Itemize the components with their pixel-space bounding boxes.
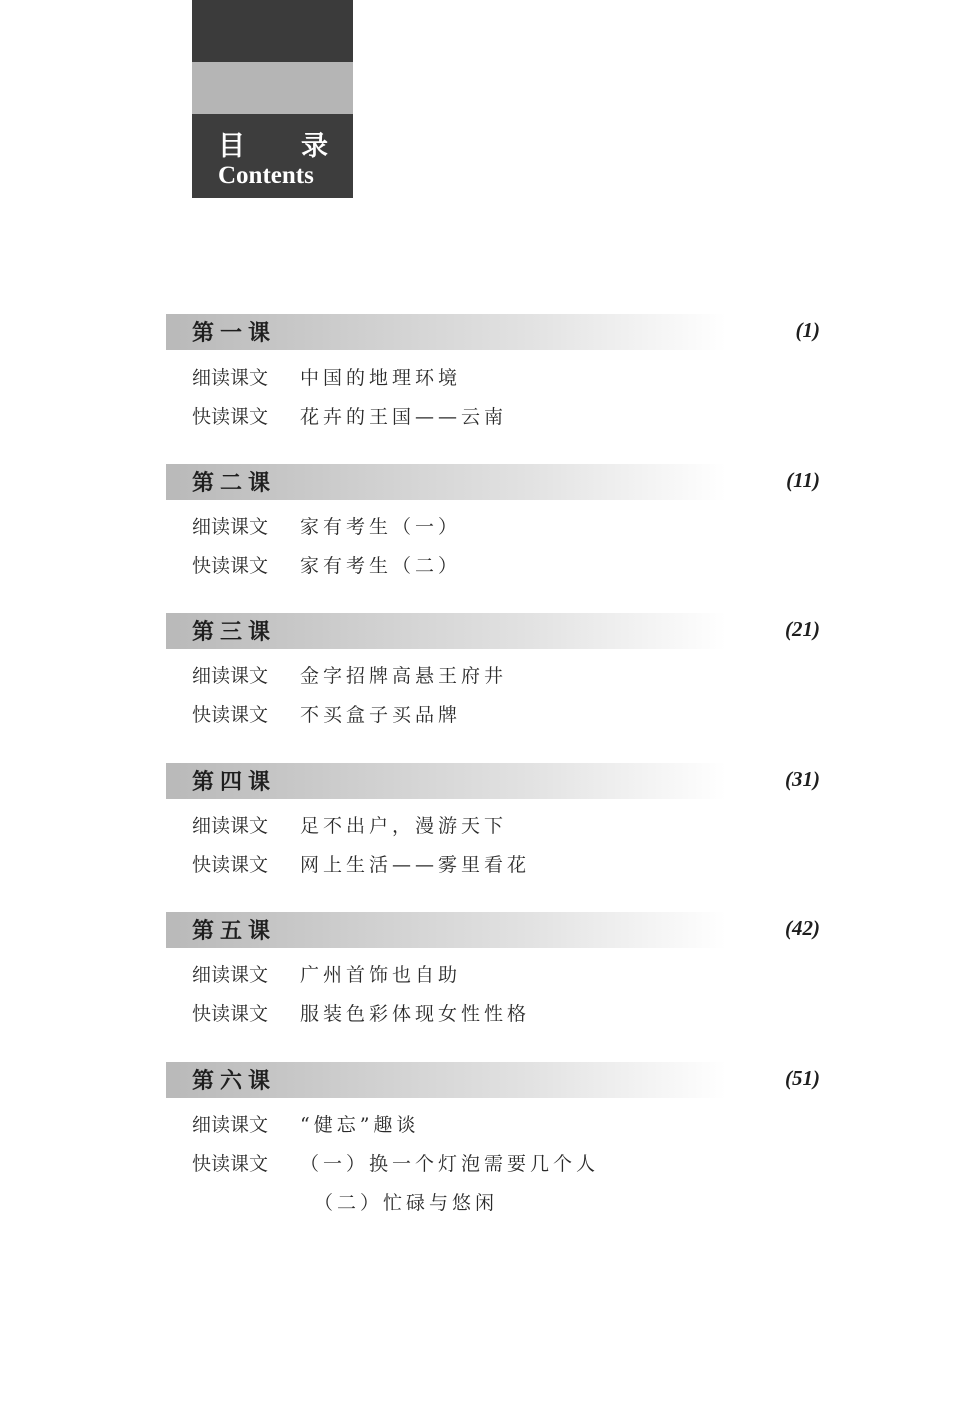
toc-entry bbox=[192, 363, 461, 393]
entry-title: 花卉的王国——云南 bbox=[300, 406, 508, 428]
toc-entry bbox=[192, 700, 461, 730]
toc-entry bbox=[192, 1110, 419, 1140]
entry-title: 服装色彩体现女性性格 bbox=[300, 1003, 531, 1025]
lesson-6 bbox=[166, 1062, 826, 1222]
entry-title: 足不出户，漫游天下 bbox=[300, 815, 508, 837]
lesson-page-number: (1) bbox=[795, 318, 820, 342]
entry-label: 细读课文 bbox=[192, 964, 269, 986]
toc-entry bbox=[192, 661, 507, 691]
header-title-panel bbox=[192, 114, 384, 198]
entry-label: 快读课文 bbox=[192, 854, 269, 876]
lesson-page-number: (21) bbox=[785, 617, 820, 641]
lesson-title: 第三课 bbox=[192, 619, 277, 645]
entry-label: 快读课文 bbox=[192, 1153, 269, 1175]
contents-header-block bbox=[192, 0, 384, 198]
entry-label: 快读课文 bbox=[192, 555, 269, 577]
entry-label: 快读课文 bbox=[192, 1003, 269, 1025]
entry-title: “健忘”趣谈 bbox=[300, 1114, 420, 1136]
lesson-page-number: (42) bbox=[785, 916, 820, 940]
contents-title-english: Contents bbox=[218, 162, 314, 189]
lesson-5 bbox=[166, 912, 826, 1042]
entry-label: 细读课文 bbox=[192, 367, 269, 389]
lesson-4 bbox=[166, 763, 826, 893]
header-gray-band bbox=[192, 62, 353, 114]
lesson-title: 第四课 bbox=[192, 769, 277, 795]
toc-entry bbox=[192, 1149, 599, 1179]
toc-entry bbox=[192, 551, 461, 581]
lesson-page-number: (11) bbox=[786, 468, 820, 492]
entry-label: 细读课文 bbox=[192, 516, 269, 538]
toc-entry bbox=[192, 850, 530, 880]
entry-title: 网上生活——雾里看花 bbox=[300, 854, 531, 876]
lesson-title: 第二课 bbox=[192, 470, 277, 496]
entry-label: 细读课文 bbox=[192, 665, 269, 687]
toc-entry bbox=[192, 999, 530, 1029]
lesson-title: 第五课 bbox=[192, 918, 277, 944]
entry-label: 细读课文 bbox=[192, 1114, 269, 1136]
header-dark-band bbox=[192, 0, 353, 62]
lesson-2 bbox=[166, 464, 826, 594]
toc-entry bbox=[192, 512, 461, 542]
lesson-page-number: (51) bbox=[785, 1066, 820, 1090]
entry-title: 金字招牌高悬王府井 bbox=[300, 665, 508, 687]
contents-title-chinese: 目录 bbox=[218, 131, 384, 162]
lesson-3 bbox=[166, 613, 826, 743]
entry-title: 家有考生（一） bbox=[300, 516, 462, 538]
toc-entry bbox=[192, 402, 507, 432]
entry-label: 细读课文 bbox=[192, 815, 269, 837]
lesson-page-number: (31) bbox=[785, 767, 820, 791]
lesson-1 bbox=[166, 314, 826, 444]
lesson-title: 第六课 bbox=[192, 1068, 277, 1094]
entry-label: 快读课文 bbox=[192, 704, 269, 726]
toc-entry bbox=[192, 811, 507, 841]
lesson-title: 第一课 bbox=[192, 320, 277, 346]
entry-title: 广州首饰也自助 bbox=[300, 964, 462, 986]
entry-title: 中国的地理环境 bbox=[300, 367, 462, 389]
entry-title: 不买盒子买品牌 bbox=[300, 704, 462, 726]
entry-title: （一）换一个灯泡需要几个人 bbox=[300, 1153, 600, 1175]
entry-label: 快读课文 bbox=[192, 406, 269, 428]
toc-entry bbox=[192, 960, 461, 990]
toc-sub-entry: （二）忙碌与悠闲 bbox=[314, 1192, 499, 1214]
entry-title: 家有考生（二） bbox=[300, 555, 462, 577]
